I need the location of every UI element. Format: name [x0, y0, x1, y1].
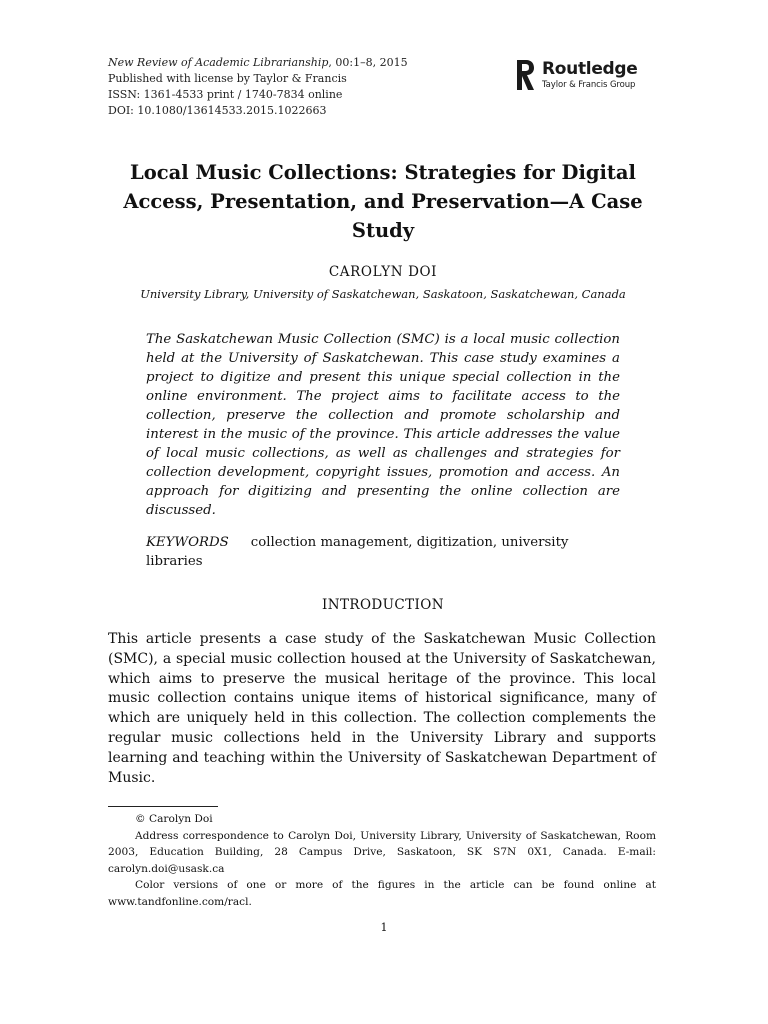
keywords-label: KEYWORDS [146, 535, 229, 550]
publisher-brand: Routledge [542, 59, 638, 79]
issn-line: ISSN: 1361-4533 print / 1740-7834 online [108, 88, 343, 101]
article-title: Local Music Collections: Strategies for Digital Access, Presentation, and Preservation—A Case Study [123, 161, 643, 242]
color-version-note: Color versions of one or more of the figures in the article can be found online at www.tandfonline.com/racl. [108, 879, 656, 908]
publisher-group: Taylor & Francis Group [542, 80, 636, 90]
keywords-list: collection management, digitization, university libraries [146, 535, 569, 569]
author-name: CAROLYN DOI [328, 264, 438, 280]
journal-citation-line [108, 55, 508, 71]
logo-vertical-text: ROUTLEDGE [512, 70, 517, 90]
author-affiliation: University Library, University of Saskatchewan, Saskatoon, Saskatchewan, Canada [140, 287, 626, 301]
journal-metadata [108, 55, 508, 119]
keywords [146, 533, 620, 571]
correspondence-note: Address correspondence to Carolyn Doi, University Library, University of Saskatchewan, Room 2003, Education Building, 28 Campus Drive, Saskatoon, SK S7N 0X1, Canada. E-mail: carolyn.doi@usask.ca [108, 829, 656, 875]
footnote-divider [108, 806, 218, 807]
journal-citation: , 00:1–8, 2015 [328, 56, 408, 69]
footnotes [108, 811, 656, 910]
license-line: Published with license by Taylor & Francis [108, 72, 347, 85]
doi-line: DOI: 10.1080/13614533.2015.1022663 [108, 104, 327, 117]
journal-name: New Review of Academic Librarianship [108, 56, 329, 69]
copyright-note: © Carolyn Doi [135, 813, 213, 825]
abstract: The Saskatchewan Music Collection (SMC) is a local music collection held at the University of Saskatchewan. This case study examines a project to digitize and present this unique special collection in the online environment. The project aims to facilitate access to the collection, preserve the collection and promote scholarship and interest in the music of the province. This article addresses the value of local music collections, as well as challenges and strategies for collection development, copyright issues, promotion and access. An approach for digitizing and presenting the online collection are discussed. [146, 332, 620, 518]
introduction-paragraph: This article presents a case study of the Saskatchewan Music Collection (SMC), a special music collection housed at the University of Saskatchewan, which aims to preserve the musical heritage of the province. This local music collection contains unique items of historical significance, many of which are uniquely held in this collection. The collection complements the regular music collections held in the University Library and supports learning and teaching within the University of Saskatchewan Department of Music. [108, 631, 656, 786]
page-number: 1 [380, 921, 388, 934]
routledge-logo-icon [514, 58, 536, 92]
introduction-heading: INTRODUCTION [322, 597, 444, 613]
publisher-logo [514, 56, 664, 96]
